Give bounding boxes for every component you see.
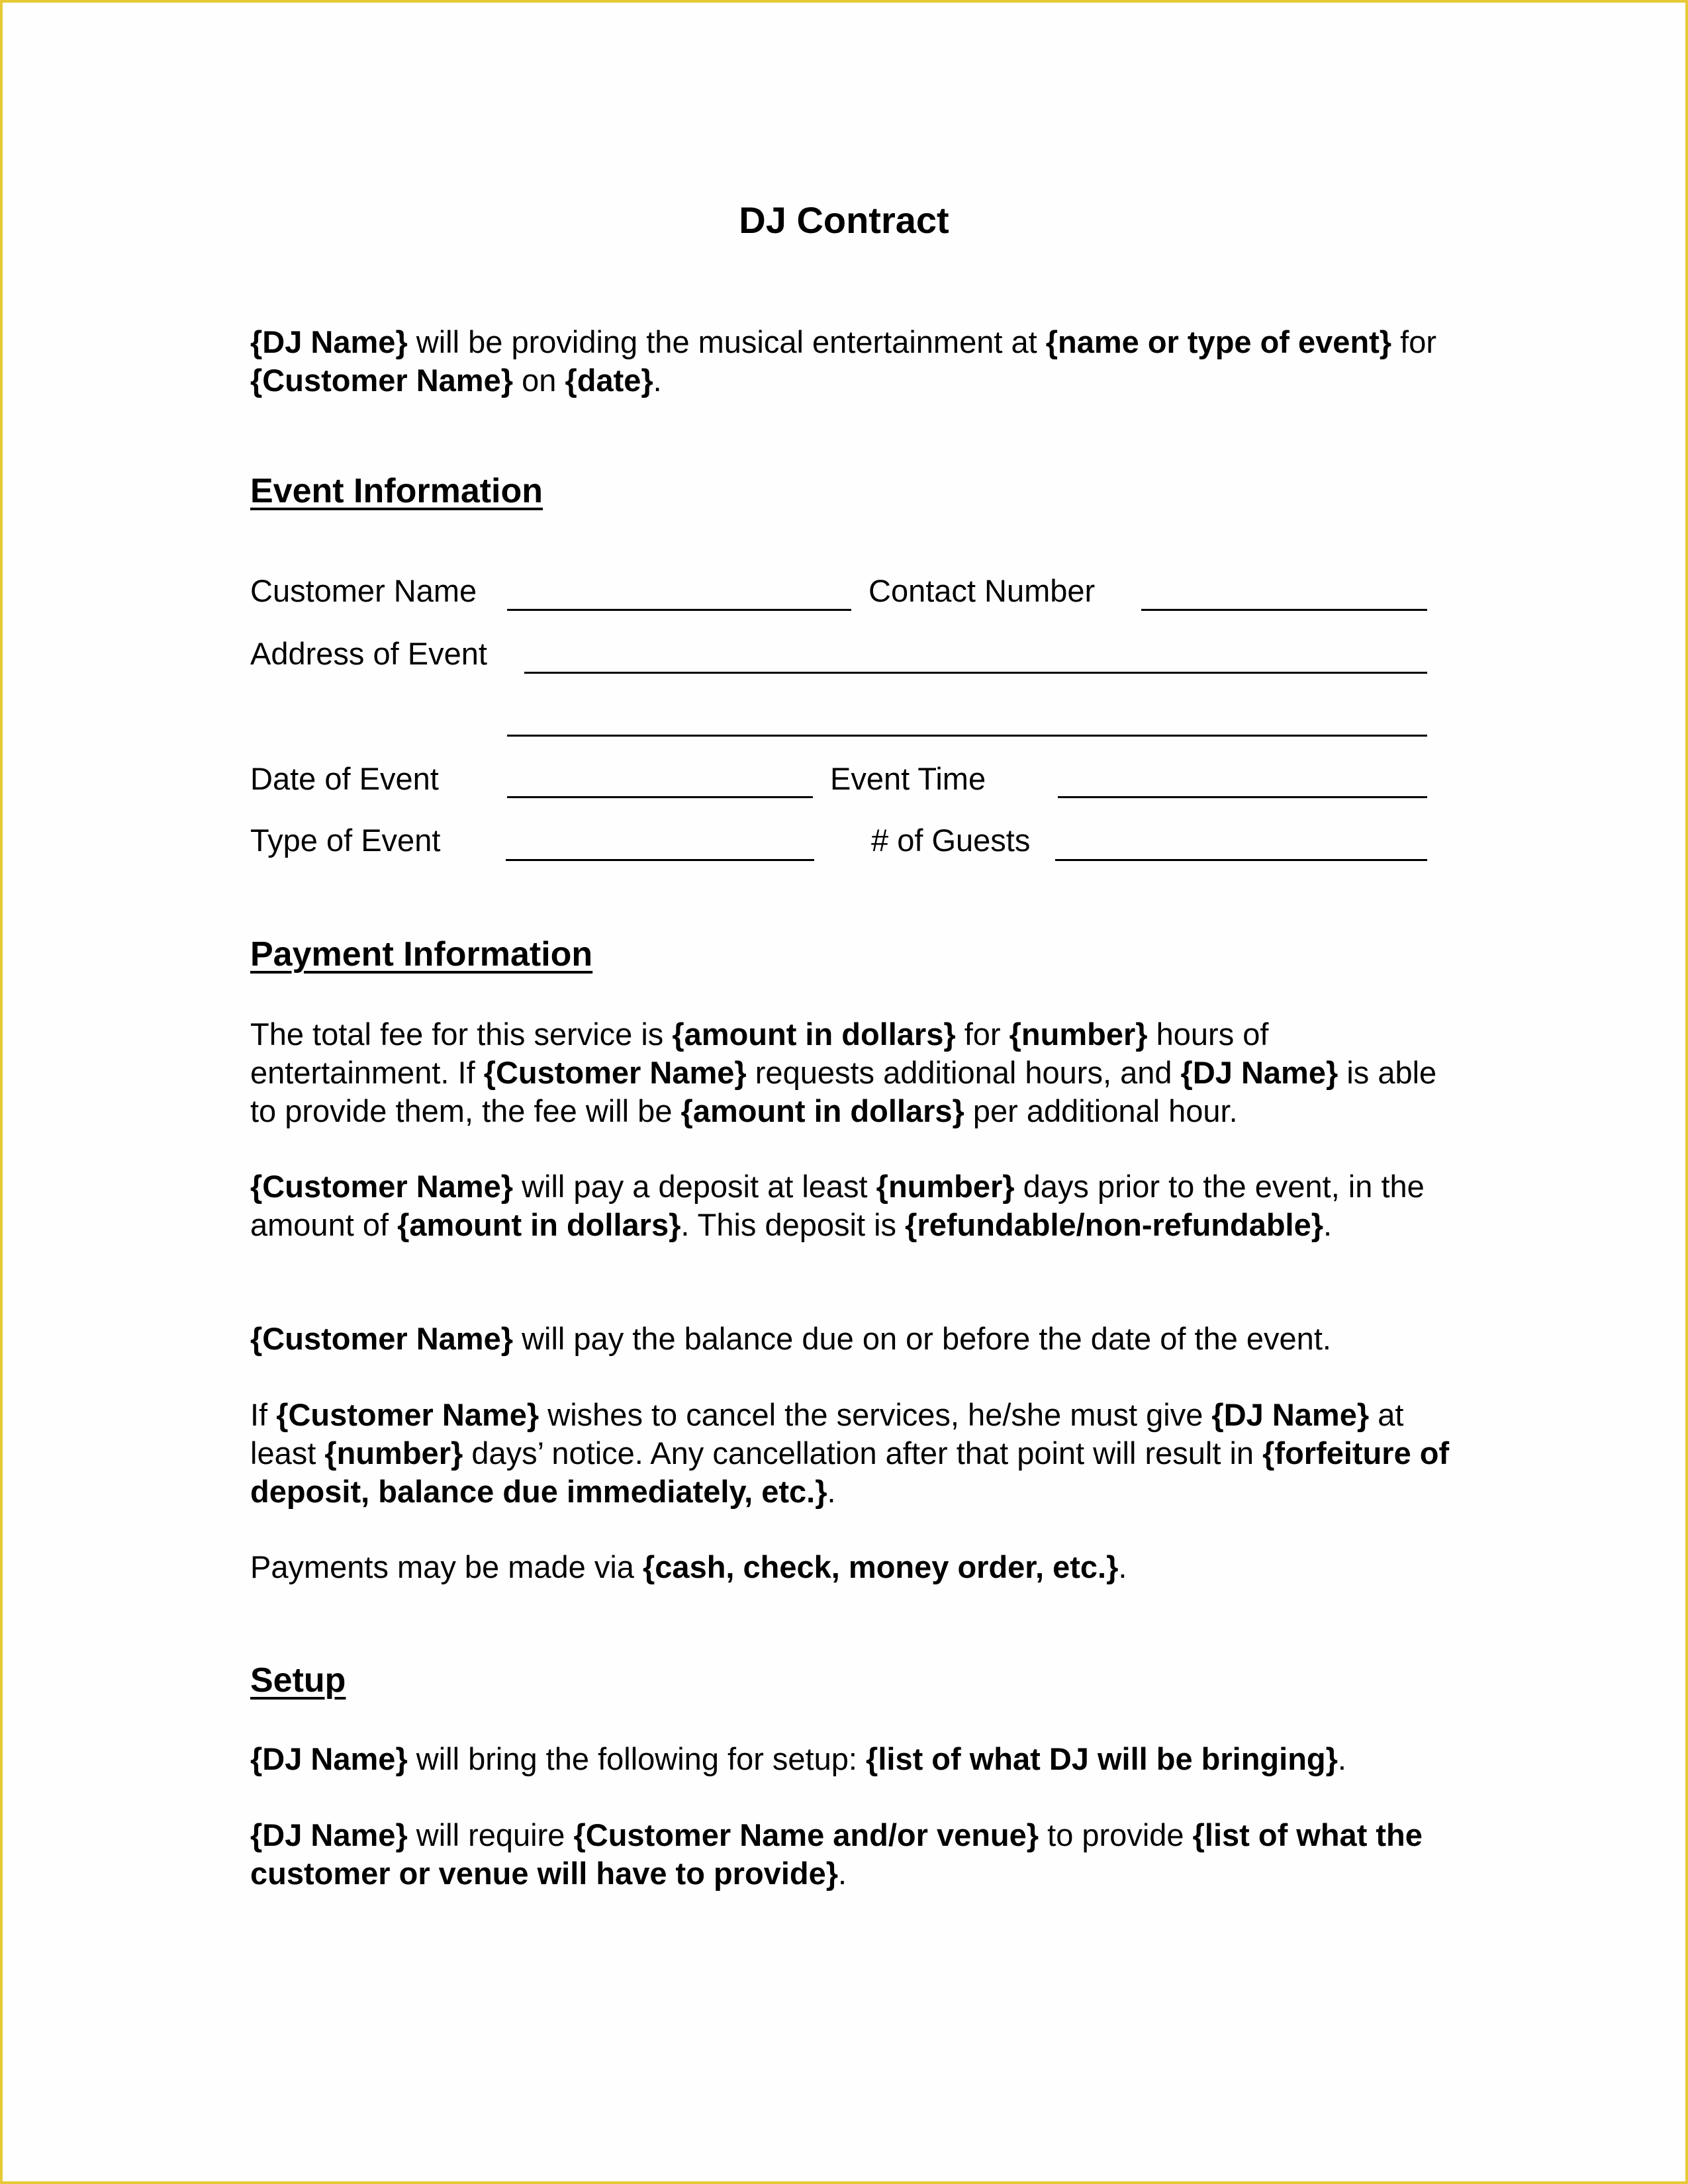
paragraph-text: . [1323, 1207, 1333, 1242]
document-title: DJ Contract [739, 199, 949, 241]
type-label: Type of Event [250, 823, 441, 858]
address-blank-line-1[interactable] [524, 672, 1427, 674]
placeholder-field: {DJ Name} [250, 1817, 408, 1852]
customer-name-blank[interactable] [507, 609, 851, 611]
type-blank[interactable] [506, 859, 814, 861]
placeholder-field: {Customer Name} [250, 1169, 514, 1204]
paragraph-text: hours of entertainment. If [250, 1017, 1269, 1090]
paragraph-text: will bring the following for setup: [407, 1741, 867, 1776]
placeholder-field: {Customer Name} [250, 363, 514, 398]
paragraph-text: for [1391, 324, 1437, 359]
placeholder-field: {Customer Name} [250, 1321, 514, 1356]
placeholder-field: {list of what DJ will be bringing} [866, 1741, 1338, 1776]
guests-blank[interactable] [1055, 859, 1427, 861]
paragraph-text: will pay the balance due on or before the date of the event. [513, 1321, 1331, 1356]
customer-name-label: Customer Name [250, 573, 477, 608]
payment-fee-paragraph [250, 1015, 1468, 1130]
placeholder-field: {DJ Name} [1180, 1055, 1338, 1090]
placeholder-field: {number} [1009, 1017, 1148, 1052]
paragraph-text: . [827, 1474, 836, 1509]
date-blank[interactable] [507, 796, 813, 798]
paragraph-text: . [1337, 1741, 1346, 1776]
address-blank-line-2[interactable] [507, 735, 1427, 737]
event-time-blank[interactable] [1058, 796, 1427, 798]
paragraph-text: will be providing the musical entertainment at [407, 324, 1046, 359]
event-information-heading: Event Information [250, 472, 543, 510]
placeholder-field: {amount in dollars} [680, 1093, 964, 1128]
paragraph-text: per additional hour. [964, 1093, 1238, 1128]
paragraph-text: for [955, 1017, 1009, 1052]
paragraph-text: . This deposit is [680, 1207, 906, 1242]
setup-heading: Setup [250, 1661, 346, 1700]
payment-methods-paragraph [250, 1548, 1468, 1586]
payment-deposit-paragraph [250, 1167, 1468, 1244]
placeholder-field: {Customer Name and/or venue} [573, 1817, 1039, 1852]
address-label: Address of Event [250, 636, 487, 671]
paragraph-text: . [838, 1856, 847, 1891]
paragraph-text: is able to provide them, the fee will be [250, 1055, 1437, 1128]
paragraph-text: on [513, 363, 565, 398]
setup-require-paragraph [250, 1816, 1468, 1893]
paragraph-text: days prior to the event, in the amount of [250, 1169, 1425, 1242]
paragraph-text: will pay a deposit at least [513, 1169, 876, 1204]
placeholder-field: {date} [565, 363, 653, 398]
placeholder-field: {number} [876, 1169, 1015, 1204]
intro-paragraph [250, 323, 1468, 400]
payment-balance-paragraph [250, 1320, 1468, 1358]
placeholder-field: {DJ Name} [250, 1741, 408, 1776]
paragraph-text: days’ notice. Any cancellation after that point will result in [463, 1435, 1263, 1471]
placeholder-field: {amount in dollars} [397, 1207, 681, 1242]
placeholder-field: {amount in dollars} [672, 1017, 956, 1052]
paragraph-text: If [250, 1397, 277, 1432]
paragraph-text: . [653, 363, 662, 398]
date-label: Date of Event [250, 761, 439, 796]
contact-number-blank[interactable] [1141, 609, 1427, 611]
paragraph-text: to provide [1039, 1817, 1193, 1852]
payment-cancellation-paragraph [250, 1396, 1468, 1511]
guests-label: # of Guests [871, 823, 1031, 858]
placeholder-field: {list of what the customer or venue will have to provide} [250, 1817, 1423, 1891]
paragraph-text: will require [407, 1817, 574, 1852]
event-time-label: Event Time [830, 761, 986, 796]
paragraph-text: Payments may be made via [250, 1549, 643, 1584]
placeholder-field: {Customer Name} [276, 1397, 539, 1432]
paragraph-text: . [1118, 1549, 1127, 1584]
contact-number-label: Contact Number [868, 573, 1096, 608]
placeholder-field: {forfeiture of deposit, balance due immediately, etc.} [250, 1435, 1450, 1509]
paragraph-text: requests additional hours, and [746, 1055, 1181, 1090]
paragraph-text: The total fee for this service is [250, 1017, 673, 1052]
payment-information-heading: Payment Information [250, 935, 593, 974]
placeholder-field: {Customer Name} [483, 1055, 747, 1090]
paragraph-text: wishes to cancel the services, he/she must give [539, 1397, 1212, 1432]
placeholder-field: {refundable/non-refundable} [905, 1207, 1324, 1242]
placeholder-field: {cash, check, money order, etc.} [643, 1549, 1119, 1584]
paragraph-text: at least [250, 1397, 1404, 1471]
placeholder-field: {DJ Name} [250, 324, 408, 359]
placeholder-field: {name or type of event} [1045, 324, 1392, 359]
setup-bring-paragraph [250, 1740, 1468, 1778]
placeholder-field: {DJ Name} [1211, 1397, 1370, 1432]
placeholder-field: {number} [324, 1435, 463, 1471]
